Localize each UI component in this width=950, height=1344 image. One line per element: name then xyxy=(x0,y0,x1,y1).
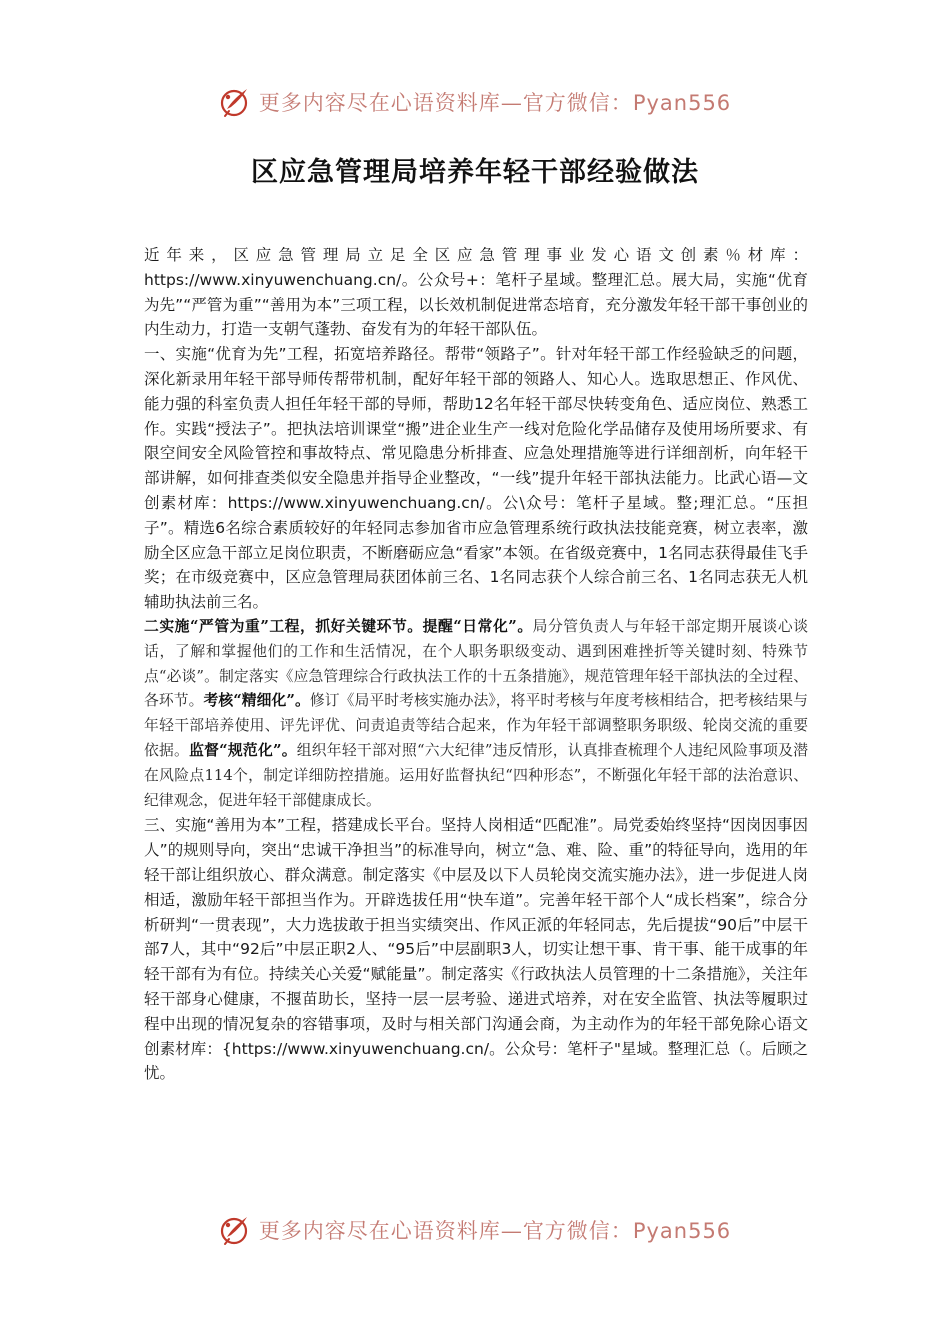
intro-paragraph: 近年来，区应急管理局立足全区应急管理事业发心语文创素％材库：https://www.xinyuwenchuang.cn/。公众号+：笔杆子星域。整理汇总。展大局，实施“优育为先”“严管为重”“善用为本”三项工程，以长效机制促进常态培育，充分激发年轻干部干事创业的内生动力，打造一支朝气蓬勃、奋发有为的年轻干部队伍。 xyxy=(144,246,808,339)
section-2-text-1: 局分管负责人与年轻干部定期开展谈心谈话，了解和掌握他们的工作和生活情况，在个人职务职级变动、遇到困难挫折等关键时刻、特殊节点“必谈”。制定落实《应急管理综合行政执法工作的十五条措施》，规范管理年轻干部执法的全过程、各环节。 xyxy=(144,617,808,710)
watermark-separator: —官方微信： xyxy=(500,1219,633,1243)
watermark-main: 更多内容尽在心语资料库 xyxy=(258,91,501,115)
section-2-paragraph xyxy=(144,615,808,813)
quill-logo-icon xyxy=(219,85,253,119)
section-2-text-2: 修订《局平时考核实施办法》，将平时考核与年度考核相结合，把考核结果与年轻干部培养使用、评先评优、问责追责等结合起来，作为年轻干部调整职务职级、轮岗交流的重要依据。 xyxy=(144,692,808,759)
watermark-text xyxy=(259,87,731,117)
section-1-paragraph: 一、实施“优育为先”工程，拓宽培养路径。帮带“领路子”。针对年轻干部工作经验缺乏的问题，深化新录用年轻干部导师传帮带机制，配好年轻干部的领路人、知心人。选取思想正、作风优、能力强的科室负责人担任年轻干部的导师，帮助12名年轻干部尽快转变角色、适应岗位、熟悉工作。实践“授法子”。把执法培训课堂“搬”进企业生产一线对危险化学品储存及使用场所要求、有限空间安全风险管控和事故特点、常见隐患分析排查、应急处理措施等进行详细剖析，向年轻干部讲解，如何排查类似安全隐患并指导企业整改，“一线”提升年轻干部执法能力。比武心语—文创素材库：https://www.xinyuwenchuang.cn/。公\众号：笔杆子星域。整;理汇总。“压担子”。精选6名综合素质较好的年轻同志参加省市应急管理系统行政执法技能竞赛，树立表率，激励全区应急干部立足岗位职责，不断磨砺应急“看家”本领。在省级竞赛中，1名同志获得最佳飞手奖；在市级竞赛中，区应急管理局获团体前三名、1名同志获个人综合前三名、1名同志获无人机辅助执法前三名。 xyxy=(144,345,808,612)
section-2-subheading-2: 考核“精细化”。 xyxy=(203,692,310,710)
section-2-heading: 二实施“严管为重”工程，抓好关键环节。提醒“日常化”。 xyxy=(144,617,533,635)
section-3-paragraph: 三、实施“善用为本”工程，搭建成长平台。坚持人岗相适“匹配准”。局党委始终坚持“因岗因事因人”的规则导向，突出“忠诚干净担当”的标准导向，树立“急、难、险、重”的特征导向，选用的年轻干部让组织放心、群众满意。制定落实《中层及以下人员轮岗交流实施办法》，进一步促进人岗相适，激励年轻干部担当作为。开辟选拔任用“快车道”。完善年轻干部个人“成长档案”，综合分析研判“一贯表现”，大力选拔敢于担当实绩突出、作风正派的年轻同志，先后提拔“90后”中层干部7人，其中“92后”中层正职2人、“95后”中层副职3人，切实让想干事、肯干事、能干成事的年轻干部有为有位。持续关心关爱“赋能量”。制定落实《行政执法人员管理的十二条措施》，关注年轻干部身心健康，不揠苗助长，坚持一层一层考验、递进式培养，对在安全监管、执法等履职过程中出现的情况复杂的容错事项，及时与相关部门沟通会商，为主动作为的年轻干部免除心语文创素材库：{https://www.xinyuwenchuang.cn/。公众号：笔杆子"星域。整理汇总（。后顾之忧。 xyxy=(144,816,808,1083)
watermark-wechat-id: Pyan556 xyxy=(632,1219,732,1243)
document-body xyxy=(144,243,808,1086)
quill-logo-icon xyxy=(219,1213,253,1247)
watermark-wechat-id: Pyan556 xyxy=(632,91,732,115)
watermark-text xyxy=(259,1215,731,1245)
watermark-banner-bottom xyxy=(0,1210,950,1250)
document-title: 区应急管理局培养年轻干部经验做法 xyxy=(251,157,699,188)
watermark-main: 更多内容尽在心语资料库 xyxy=(258,1219,501,1243)
watermark-separator: —官方微信： xyxy=(500,91,633,115)
section-2-text-3: 组织年轻干部对照“六大纪律”违反情形，认真排查梳理个人违纪风险事项及潜在风险点114个，制定详细防控措施。运用好监督执纪“四种形态”，不断强化年轻干部的法治意识、纪律观念，促进年轻干部健康成长。 xyxy=(144,741,808,809)
section-2-subheading-3: 监督“规范化”。 xyxy=(189,741,297,759)
watermark-banner-top xyxy=(0,82,950,122)
